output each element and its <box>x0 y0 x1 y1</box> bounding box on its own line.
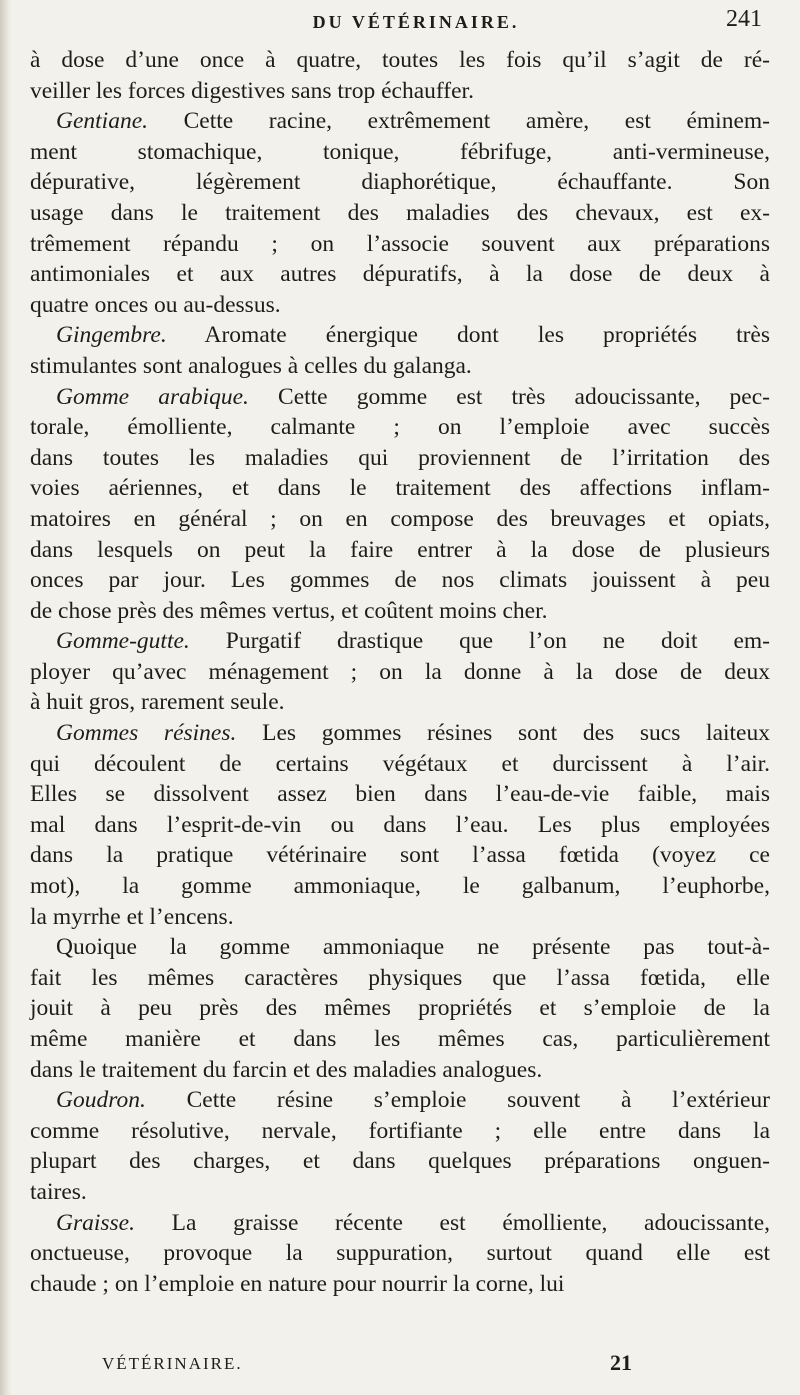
text-line <box>30 749 770 780</box>
entry-text: onces par jour. Les gommes de nos climats jouissent à peu <box>30 567 770 594</box>
entry-text: Cette racine, extrêmement amère, est éminem- <box>148 108 770 135</box>
text-line <box>30 198 770 229</box>
entry-text: Quoique la gomme ammoniaque ne présente pas tout-à- <box>56 934 770 961</box>
text-line: à dose d’une once à quatre, toutes les fois qu’il s’agit de ré- <box>30 47 770 73</box>
text-line <box>30 932 770 963</box>
intro-paragraph <box>30 45 770 106</box>
entry-text: dans le traitement du farcin et des maladies analogues. <box>30 1056 543 1083</box>
text-line <box>30 565 770 596</box>
entry-text: plupart des charges, et dans quelques préparations onguen- <box>30 1148 770 1175</box>
entry-text: usage dans le traitement des maladies des chevaux, est ex- <box>30 199 770 226</box>
text-line <box>30 779 770 810</box>
text-line <box>30 351 770 382</box>
entry-text: mot), la gomme ammoniaque, le galbanum, l’euphorbe, <box>30 873 770 900</box>
text-line <box>30 412 770 443</box>
text-line <box>30 1208 770 1239</box>
entry-text: Elles se dissolvent assez bien dans l’eau-de-vie faible, mais <box>30 781 770 808</box>
text-line <box>30 1238 770 1269</box>
text-line <box>30 840 770 871</box>
entry-paragraph <box>30 106 770 320</box>
signature-footer <box>60 1350 760 1382</box>
entry-text: la myrrhe et l’encens. <box>30 903 234 930</box>
entry-paragraph <box>30 718 770 932</box>
entry-text: ployer qu’avec ménagement ; on la donne à la dose de deux <box>30 658 770 685</box>
page-gutter-shadow <box>0 0 12 1395</box>
text-line <box>30 810 770 841</box>
text-line <box>30 626 770 657</box>
entry-term: Gomme-gutte. <box>56 628 190 655</box>
entry-text: ment stomachique, tonique, fébrifuge, anti-vermineuse, <box>30 138 770 165</box>
running-title: DU VÉTÉRINAIRE. <box>312 12 520 32</box>
entry-text: Cette gomme est très adoucissante, pec- <box>248 383 770 410</box>
text-line <box>30 382 770 413</box>
entry-text: quatre onces ou au-dessus. <box>30 291 281 318</box>
entry-text: à huit gros, rarement seule. <box>30 689 285 716</box>
entry-text: dans la pratique vétérinaire sont l’assa fœtida (voyez ce <box>30 842 770 869</box>
text-line <box>30 871 770 902</box>
text-line: veiller les forces digestives sans trop échauffer. <box>30 77 474 104</box>
body-text <box>30 45 770 1299</box>
entry-term: Gomme arabique. <box>56 383 249 410</box>
entry-text: mal dans l’esprit-de-vin ou dans l’eau. Les plus employées <box>30 811 770 838</box>
text-line <box>30 1085 770 1116</box>
text-line <box>30 259 770 290</box>
text-line <box>30 963 770 994</box>
entry-text: de chose près des mêmes vertus, et coûtent moins cher. <box>30 597 548 624</box>
entry-text: torale, émolliente, calmante ; on l’emploie avec succès <box>30 414 770 441</box>
entry-text: trêmement répandu ; on l’associe souvent aux préparations <box>30 230 770 257</box>
entry-paragraph <box>30 626 770 718</box>
entry-term: Goudron. <box>56 1087 146 1114</box>
entry-paragraph <box>30 1208 770 1300</box>
entry-text: dépurative, légèrement diaphorétique, échauffante. Son <box>30 169 770 196</box>
entry-text: dans toutes les maladies qui proviennent de l’irritation des <box>30 444 770 471</box>
entry-text: chaude ; on l’emploie en nature pour nourrir la corne, lui <box>30 1270 565 1297</box>
entry-text: Purgatif drastique que l’on ne doit em- <box>189 628 770 655</box>
text-line <box>30 1269 770 1300</box>
entry-term: Gingembre. <box>56 322 167 349</box>
text-line <box>30 1024 770 1055</box>
entry-term: Gommes résines. <box>56 720 237 747</box>
text-line <box>30 167 770 198</box>
entry-text: qui découlent de certains végétaux et durcissent à l’air. <box>30 750 770 777</box>
text-line <box>30 1146 770 1177</box>
entry-text: voies aériennes, et dans le traitement des affections inflam- <box>30 475 770 502</box>
page-number: 241 <box>726 6 762 32</box>
text-line <box>30 504 770 535</box>
entry-text: même manière et dans les mêmes cas, particulièrement <box>30 1026 770 1052</box>
text-line <box>30 290 770 321</box>
entry-text: stimulantes sont analogues à celles du galanga. <box>30 352 472 379</box>
entry-paragraph <box>30 932 770 1085</box>
text-line <box>30 657 770 688</box>
entry-text: comme résolutive, nervale, fortifiante ; elle entre dans la <box>30 1117 770 1144</box>
entry-paragraph <box>30 382 770 627</box>
entry-text: matoires en général ; on en compose des breuvages et opiats, <box>30 505 770 532</box>
signature-mark: VÉTÉRINAIRE. <box>102 1354 243 1373</box>
entry-text: dans lesquels on peut la faire entrer à la dose de plusieurs <box>30 536 770 563</box>
signature-number: 21 <box>610 1350 632 1375</box>
text-line <box>30 1055 770 1086</box>
text-line <box>30 1116 770 1147</box>
entry-text: Aromate énergique dont les propriétés très <box>166 322 770 349</box>
text-line <box>30 473 770 504</box>
text-line <box>30 443 770 474</box>
entry-term: Gentiane. <box>56 108 149 135</box>
text-line <box>30 535 770 566</box>
entry-text: Les gommes résines sont des sucs laiteux <box>236 720 770 747</box>
entry-text: jouit à peu près des mêmes propriétés et s’emploie de la <box>30 995 770 1022</box>
text-line <box>30 993 770 1024</box>
text-line <box>30 229 770 260</box>
entry-text: La graisse récente est émolliente, adoucissante, <box>135 1209 770 1236</box>
text-line <box>30 718 770 749</box>
text-line <box>30 687 770 718</box>
entry-text: onctueuse, provoque la suppuration, surtout quand elle est <box>30 1240 770 1267</box>
text-line <box>30 596 770 627</box>
entry-paragraph <box>30 320 770 381</box>
text-line <box>30 137 770 168</box>
running-header <box>60 4 772 44</box>
entry-paragraph <box>30 1085 770 1207</box>
text-line <box>30 106 770 137</box>
entry-text: antimoniales et aux autres dépuratifs, à la dose de deux à <box>30 261 770 288</box>
text-line <box>30 320 770 351</box>
text-line <box>30 902 770 933</box>
entry-text: fait les mêmes caractères physiques que l’assa fœtida, elle <box>30 964 770 991</box>
entry-text: taires. <box>30 1178 87 1205</box>
entry-term: Graisse. <box>56 1209 135 1236</box>
entry-text: Cette résine s’emploie souvent à l’extérieur <box>145 1087 770 1114</box>
text-line <box>30 1177 770 1208</box>
